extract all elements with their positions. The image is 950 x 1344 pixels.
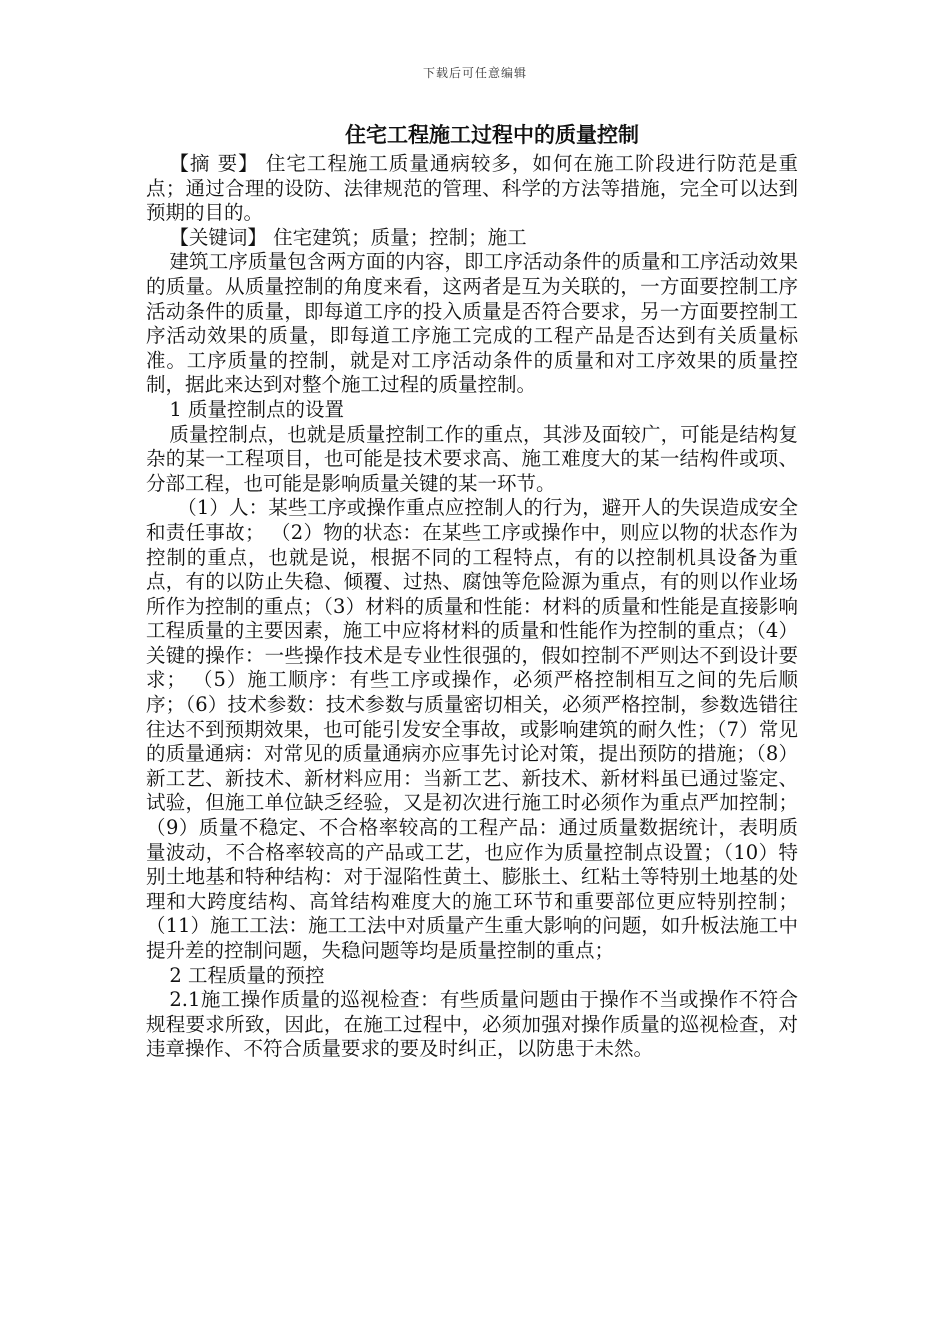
section1-paragraph-1: 质量控制点，也就是质量控制工作的重点，其涉及面较广，可能是结构复杂的某一工程项目，也可能是技术要求高、施工难度大的某一结构件或项、分部工程，也可能是影响质量关键的某一环节。 bbox=[146, 422, 798, 495]
abstract-paragraph bbox=[146, 152, 798, 226]
section2-heading: 2 工程质量的预控 bbox=[169, 963, 325, 987]
abstract-text: 住宅工程施工质量通病较多，如何在施工阶段进行防范是重点；通过合理的设防、法律规范的管理、科学的方法等措施，完全可以达到预期的目的。 bbox=[146, 152, 798, 225]
keywords-paragraph bbox=[146, 226, 798, 251]
document-title: 住宅工程施工过程中的质量控制 bbox=[345, 122, 639, 147]
intro-paragraph: 建筑工序质量包含两方面的内容，即工序活动条件的质量和工序活动效果的质量。从质量控制的角度来看，这两者是互为关联的，一方面要控制工序活动条件的质量，即每道工序的投入质量是否符合要求，另一方面要控制工序活动效果的质量，即每道工序施工完成的工程产品是否达到有关质量标准。工序质量的控制，就是对工序活动条件的质量和对工序效果的质量控制，据此来达到对整个施工过程的质量控制。 bbox=[146, 250, 798, 397]
section2-paragraph-1: 2.1施工操作质量的巡视检查：有些质量问题由于操作不当或操作不符合规程要求所致，因此，在施工过程中，必须加强对操作质量的巡视检查，对违章操作、不符合质量要求的要及时纠正，以防患于未然。 bbox=[146, 988, 798, 1061]
keywords-label: 【关键词】 bbox=[169, 225, 267, 249]
section1-heading: 1 质量控制点的设置 bbox=[169, 397, 344, 421]
keywords-text: 住宅建筑；质量；控制；施工 bbox=[273, 225, 527, 249]
abstract-label: 【摘 要】 bbox=[169, 152, 259, 175]
page-header: 下载后可任意编辑 bbox=[422, 66, 527, 80]
section1-paragraph-2: （1）人：某些工序或操作重点应控制人的行为，避开人的失误造成安全和责任事故； （2）物的状态：在某些工序或操作中，则应以物的状态作为控制的重点，也就是说，根据不同的工程特点，有的以控制机具设备为重点，有的以防止失稳、倾覆、过热、腐蚀等危险源为重点，有的则以作业场所作为控制的重点；（3）材料的质量和性能：材料的质量和性能是直接影响工程质量的主要因素，施工中应将材料的质量和性能作为控制的重点；（4）关键的操作：一些操作技术是专业性很强的，假如控制不严则达不到设计要求； （5）施工顺序：有些工序或操作，必须严格控制相互之间的先后顺序；（6）技术参数：技术参数与质量密切相关，必须严格控制，参数选错往往达不到预期效果，也可能引发安全事故，或影响建筑的耐久性；（7）常见的质量通病：对常见的质量通病亦应事先讨论对策，提出预防的措施；（8）新工艺、新技术、新材料应用：当新工艺、新技术、新材料虽已通过鉴定、试验，但施工单位缺乏经验，又是初次进行施工时必须作为重点严加控制；（9）质量不稳定、不合格率较高的工程产品：通过质量数据统计，表明质量波动，不合格率较高的产品或工艺，也应作为质量控制点设置；（10）特别土地基和特种结构：对于湿陷性黄土、膨胀土、红粘土等特别土地基的处理和大跨度结构、高耸结构难度大的施工环节和重要部位更应特别控制；（11）施工工法：施工工法中对质量产生重大影响的问题，如升板法施工中提升差的控制问题，失稳问题等均是质量控制的重点； bbox=[146, 496, 798, 962]
document-body bbox=[146, 120, 798, 1062]
